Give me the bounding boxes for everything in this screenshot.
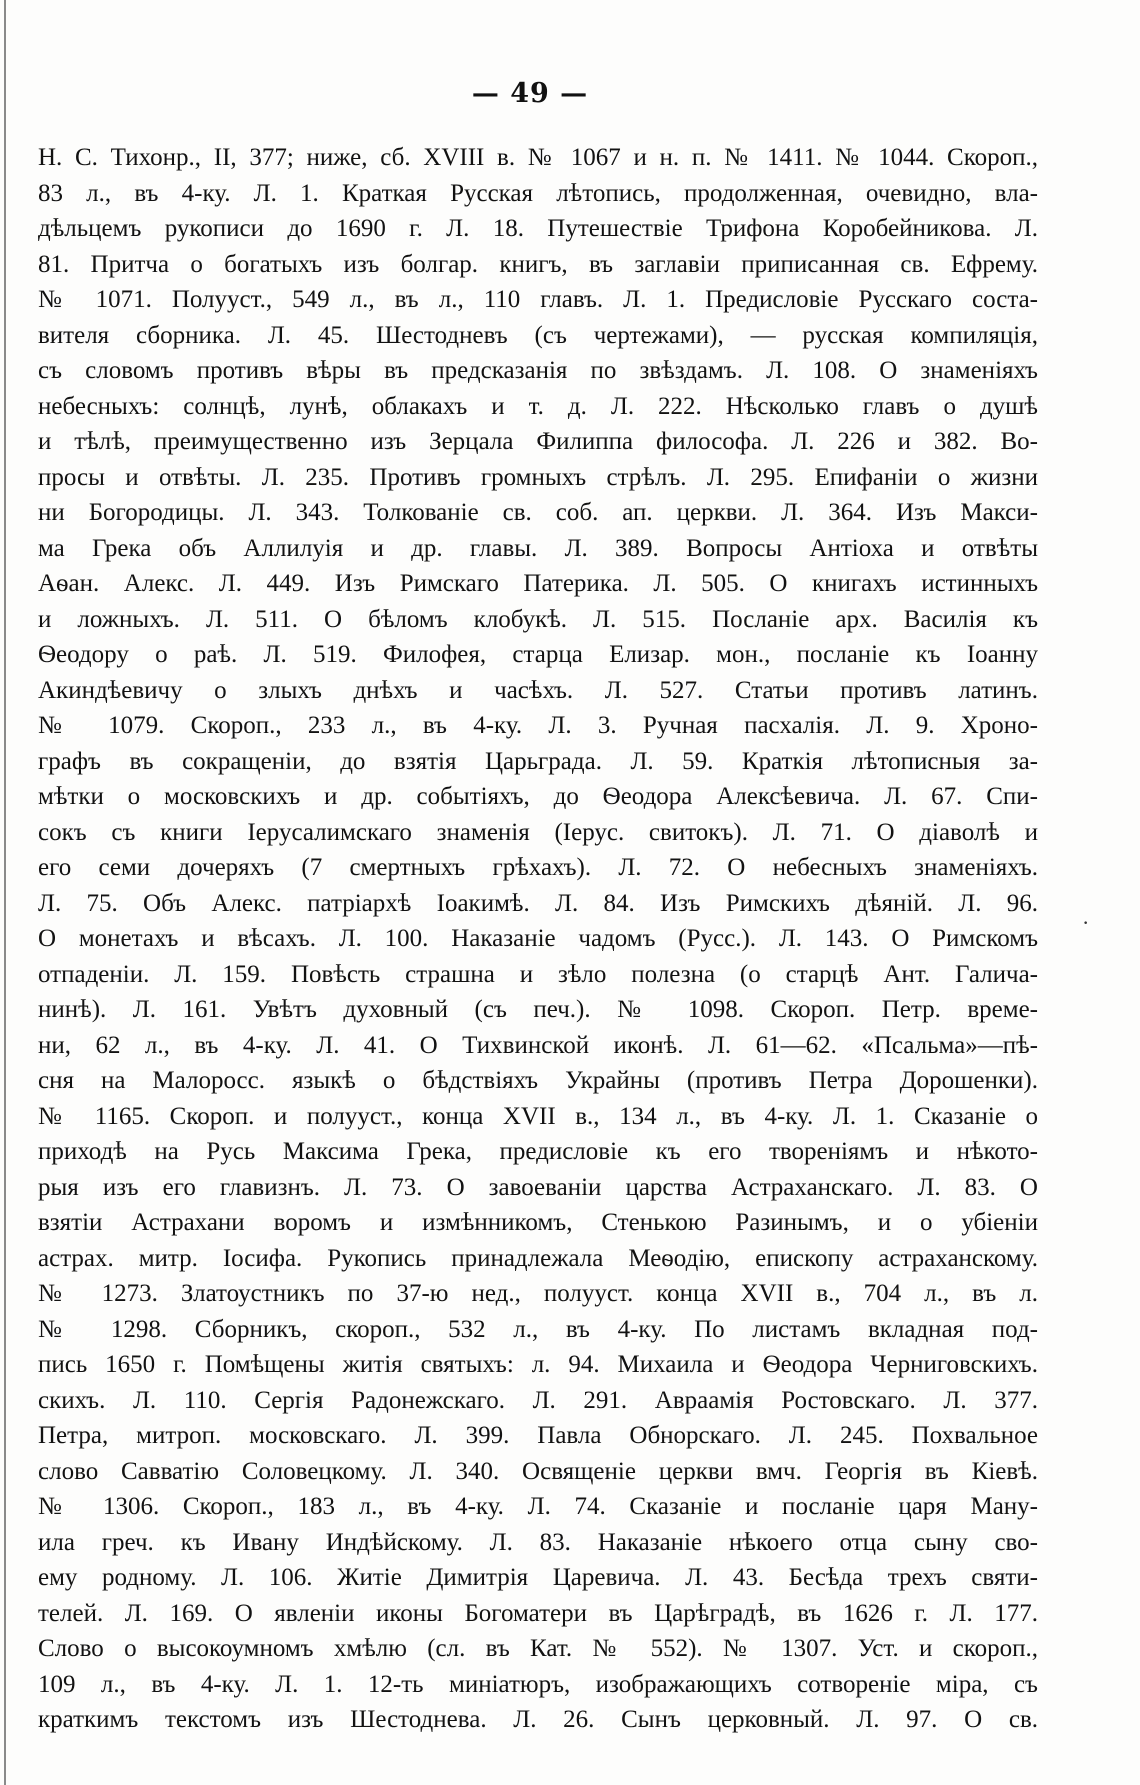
text-line: взятіи Астрахани воромъ и измѣнникомъ, Стенькою Разинымъ, и о убіеніи [38, 1209, 1038, 1236]
text-line: мѣтки о московскихъ и др. событіяхъ, до Ѳеодора Алексѣевича. Л. 67. Спи- [38, 783, 1038, 810]
text-line: отпаденіи. Л. 159. Повѣсть страшна и зѣло полезна (о старцѣ Ант. Галича- [38, 960, 1038, 988]
page-edge-rule [4, 0, 6, 1785]
text-line: № 1298. Сборникъ, скороп., 532 л., въ 4-ку. По листамъ вкладная под- [38, 1315, 1038, 1343]
text-line: слово Савватію Соловецкому. Л. 340. Освященіе церкви вмч. Георгія въ Кіевѣ. [38, 1457, 1038, 1485]
text-line: О монетахъ и вѣсахъ. Л. 100. Наказаніе чадомъ (Русс.). Л. 143. О Римскомъ [38, 925, 1038, 952]
text-line: и тѣлѣ, преимущественно изъ Зерцала Филиппа философа. Л. 226 и 382. Во- [38, 428, 1038, 455]
text-line: краткимъ текстомъ изъ Шестоднева. Л. 26. Сынъ церковный. Л. 97. О св. [38, 1706, 1038, 1733]
text-line: 83 л., въ 4-ку. Л. 1. Краткая Русская лѣтопись, продолженная, очевидно, вла- [38, 179, 1038, 207]
text-line: Аѳан. Алекс. Л. 449. Изъ Римскаго Патерика. Л. 505. О книгахъ истинныхъ [38, 570, 1038, 597]
text-line: и ложныхъ. Л. 511. О бѣломъ клобукѣ. Л. 515. Посланіе арх. Василія къ [38, 605, 1038, 633]
body-text [38, 140, 1038, 1738]
text-line: Слово о высокоумномъ хмѣлю (сл. въ Кат. № 552). № 1307. Уст. и скороп., [38, 1635, 1038, 1662]
text-line: № 1071. Полууст., 549 л., въ л., 110 главъ. Л. 1. Предисловіе Русскаго соста- [38, 286, 1038, 313]
text-line: рыя изъ его главизнъ. Л. 73. О завоеваніи царства Астраханскаго. Л. 83. О [38, 1173, 1038, 1201]
text-line: телей. Л. 169. О явленіи иконы Богоматери въ Царѣградѣ, въ 1626 г. Л. 177. [38, 1599, 1038, 1627]
text-line: небесныхъ: солнцѣ, лунѣ, облакахъ и т. д. Л. 222. Нѣсколько главъ о душѣ [38, 392, 1038, 420]
text-line: Л. 75. Объ Алекс. патріархѣ Іоакимѣ. Л. 84. Изъ Римскихъ дѣяній. Л. 96. [38, 889, 1038, 917]
text-line: сокъ съ книги Іерусалимскаго знаменія (Іерус. свитокъ). Л. 71. О діаволѣ и [38, 818, 1038, 846]
text-line: ни Богородицы. Л. 343. Толкованіе св. соб. ап. церкви. Л. 364. Изъ Макси- [38, 499, 1038, 526]
text-line: ма Грека объ Аллилуія и др. главы. Л. 389. Вопросы Антіоха и отвѣты [38, 534, 1038, 562]
page-number: — 49 — [471, 78, 589, 109]
text-line: съ словомъ противъ вѣры въ предсказанія по звѣздамъ. Л. 108. О знаменіяхъ [38, 357, 1038, 384]
text-line: Акиндѣевичу о злыхъ днѣхъ и часѣхъ. Л. 527. Статьи противъ латинъ. [38, 676, 1038, 704]
text-line: Ѳеодору о раѣ. Л. 519. Филофея, старца Елизар. мон., посланіе къ Іоанну [38, 641, 1038, 668]
margin-mark: · [1082, 910, 1090, 935]
text-line: вителя сборника. Л. 45. Шестодневъ (съ чертежами), — русская компиляція, [38, 321, 1038, 349]
text-line: 109 л., въ 4-ку. Л. 1. 12-ть миніатюръ, изображающихъ сотвореніе міра, съ [38, 1670, 1038, 1698]
text-line: 81. Притча о богатыхъ изъ болгар. книгъ, въ заглавіи приписанная св. Ефрему. [38, 250, 1038, 278]
text-line: приходѣ на Русь Максима Грека, предисловіе къ его твореніямъ и нѣкото- [38, 1138, 1038, 1165]
text-line: сня на Малоросс. языкѣ о бѣдствіяхъ Украйны (противъ Петра Дорошенки). [38, 1067, 1038, 1094]
text-line: нинѣ). Л. 161. Увѣтъ духовный (съ печ.). № 1098. Скороп. Петр. време- [38, 996, 1038, 1023]
text-line: скихъ. Л. 110. Сергія Радонежскаго. Л. 291. Авраамія Ростовскаго. Л. 377. [38, 1386, 1038, 1414]
text-line: № 1079. Скороп., 233 л., въ 4-ку. Л. 3. Ручная пасхалія. Л. 9. Хроно- [38, 712, 1038, 739]
text-line: № 1165. Скороп. и полууст., конца XVII в., 134 л., въ 4-ку. Л. 1. Сказаніе о [38, 1102, 1038, 1130]
text-line: его семи дочеряхъ (7 смертныхъ грѣхахъ). Л. 72. О небесныхъ знаменіяхъ. [38, 854, 1038, 881]
text-line: просы и отвѣты. Л. 235. Противъ громныхъ стрѣлъ. Л. 295. Епифаніи о жизни [38, 463, 1038, 491]
text-line: Н. С. Тихонр., II, 377; ниже, сб. XVIII в. № 1067 и н. п. № 1411. № 1044. Скороп., [38, 144, 1038, 171]
text-line: № 1273. Златоустникъ по 37-ю нед., полууст. конца XVII в., 704 л., въ л. [38, 1280, 1038, 1307]
text-line: астрах. митр. Іосифа. Рукопись принадлежала Меѳодію, епископу астраханскому. [38, 1244, 1038, 1272]
text-line: Петра, митроп. московскаго. Л. 399. Павла Обнорскаго. Л. 245. Похвальное [38, 1422, 1038, 1449]
text-line: пись 1650 г. Помѣщены житія святыхъ: л. 94. Михаила и Ѳеодора Черниговскихъ. [38, 1351, 1038, 1378]
text-line: ни, 62 л., въ 4-ку. Л. 41. О Тихвинской иконѣ. Л. 61—62. «Псальма»—пѣ- [38, 1031, 1038, 1059]
text-line: графъ въ сокращеніи, до взятія Царьграда. Л. 59. Краткія лѣтописныя за- [38, 747, 1038, 775]
text-line: ему родному. Л. 106. Житіе Димитрія Царевича. Л. 43. Бесѣда трехъ святи- [38, 1564, 1038, 1591]
text-line: № 1306. Скороп., 183 л., въ 4-ку. Л. 74. Сказаніе и посланіе царя Ману- [38, 1493, 1038, 1520]
text-line: ила греч. къ Ивану Индѣйскому. Л. 83. Наказаніе нѣкоего отца сыну сво- [38, 1528, 1038, 1556]
text-line: дѣльцемъ рукописи до 1690 г. Л. 18. Путешествіе Трифона Коробейникова. Л. [38, 215, 1038, 242]
